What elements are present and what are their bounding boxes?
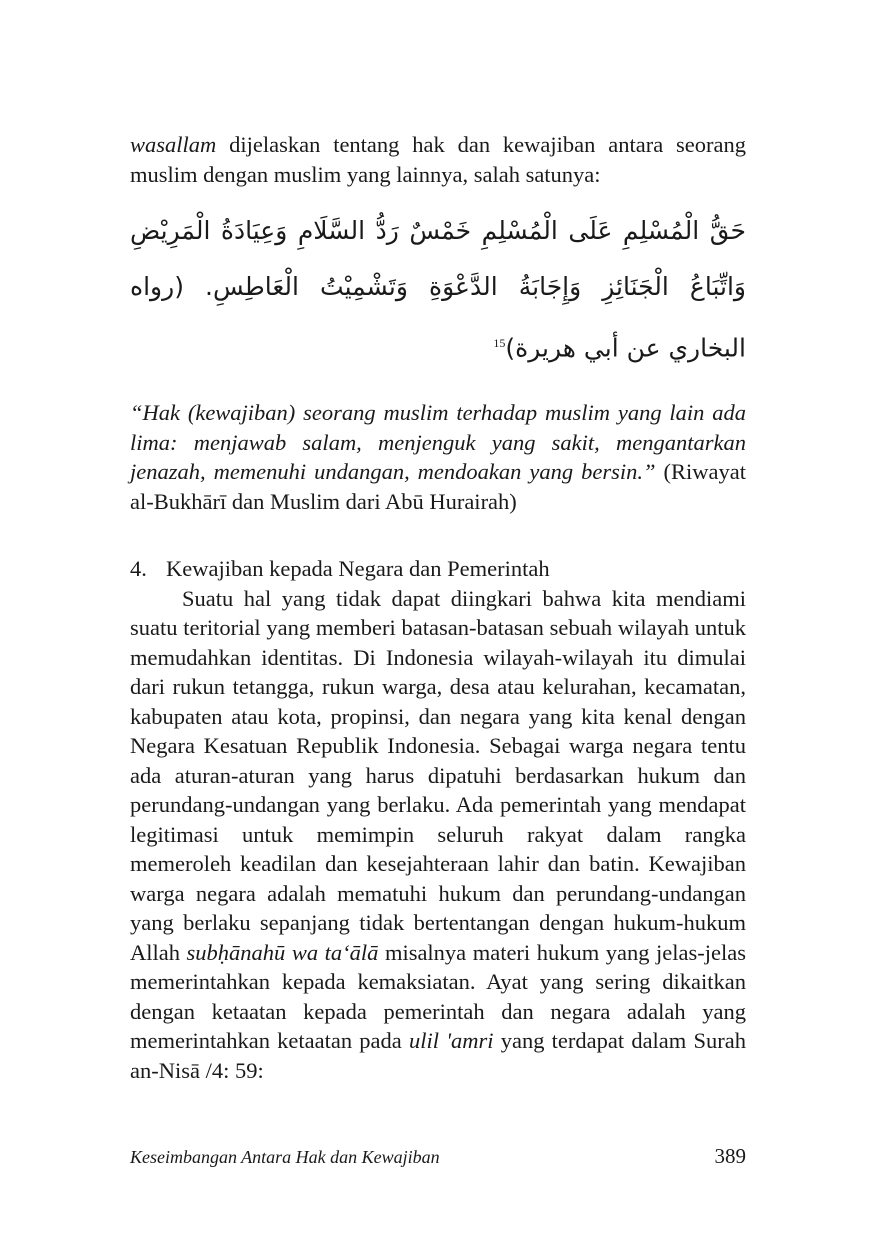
intro-paragraph <box>130 130 746 189</box>
footnote-marker[interactable]: 15 <box>493 336 506 350</box>
page-number: 389 <box>714 1144 746 1168</box>
hadith-arabic-text: حَقُّ الْمُسْلِمِ عَلَى الْمُسْلِمِ خَمْسٌ رَدُّ السَّلَامِ وَعِيَادَةُ الْمَرِيْضِ وَاتِّبَاعُ الْجَنَائِزِ وَإِجَابَةُ الدَّعْوَةِ وَتَشْمِيْتُ الْعَاطِسِ. (رواه البخاري عن أبي هريرة) <box>130 216 746 363</box>
body-paragraph <box>130 584 746 1086</box>
body-text-part1: Suatu hal yang tidak dapat diingkari bahwa kita mendiami suatu teritorial yang memberi batasan-batasan sebuah wilayah untuk memudahkan identitas. Di Indonesia wilayah-wilayah itu dimulai dari rukun tetangga, rukun warga, desa atau kelurahan, kecamatan, kabupaten atau kota, propinsi, dan negara yang kita kenal dengan Negara Kesatuan Republik Indonesia. Sebagai warga negara tentu ada aturan-aturan yang harus dipatuhi berdasarkan hukum dan perundang-undangan yang berlaku. Ada pemerintah yang mendapat legitimasi untuk memimpin seluruh rakyat dalam rangka memeroleh keadilan dan kesejahteraan lahir dan batin. Kewajiban warga negara adalah mematuhi hukum dan perundang-undangan yang berlaku sepanjang tidak bertentangan dengan hukum-hukum Allah <box>130 585 746 965</box>
hadith-translation <box>130 398 746 516</box>
page-footer <box>130 1144 746 1169</box>
body-text-part3: yang terdapat dalam Surah an-Nisā /4: 59: <box>130 1028 746 1083</box>
intro-italic-lead: wasallam <box>130 132 217 157</box>
body-text-part2: misalnya materi hukum yang jelas-jelas memerintahkan kepada kemaksiatan. Ayat yang sering dikaitkan dengan ketaatan kepada pemerintah dan negara adalah yang memerintahkan ketaatan pada <box>130 939 746 1054</box>
translation-source: (Riwayat al-Bukhārī dan Muslim dari Abū Hurairah) <box>130 459 746 514</box>
intro-text: dijelaskan tentang hak dan kewajiban antara seorang muslim dengan muslim yang lainnya, salah satunya: <box>130 132 747 187</box>
section-title: Kewajiban kepada Negara dan Pemerintah <box>166 556 550 582</box>
body-italic-ulil-amri: ulil 'amri <box>408 1028 494 1054</box>
body-italic-subhanahu: subḥānahū wa ta‘ālā <box>186 939 379 965</box>
page-content <box>130 130 746 1085</box>
section-number: 4. <box>130 556 147 582</box>
translation-italic: “Hak (kewajiban) seorang muslim terhadap muslim yang lain ada lima: menjawab salam, menjenguk yang sakit, mengantarkan jenazah, memenuhi undangan, mendoakan yang bersin.” <box>130 400 746 485</box>
running-footer-title: Keseimbangan Antara Hak dan Kewajiban <box>130 1147 440 1167</box>
section-heading <box>130 554 746 584</box>
hadith-arabic-block <box>130 203 746 376</box>
